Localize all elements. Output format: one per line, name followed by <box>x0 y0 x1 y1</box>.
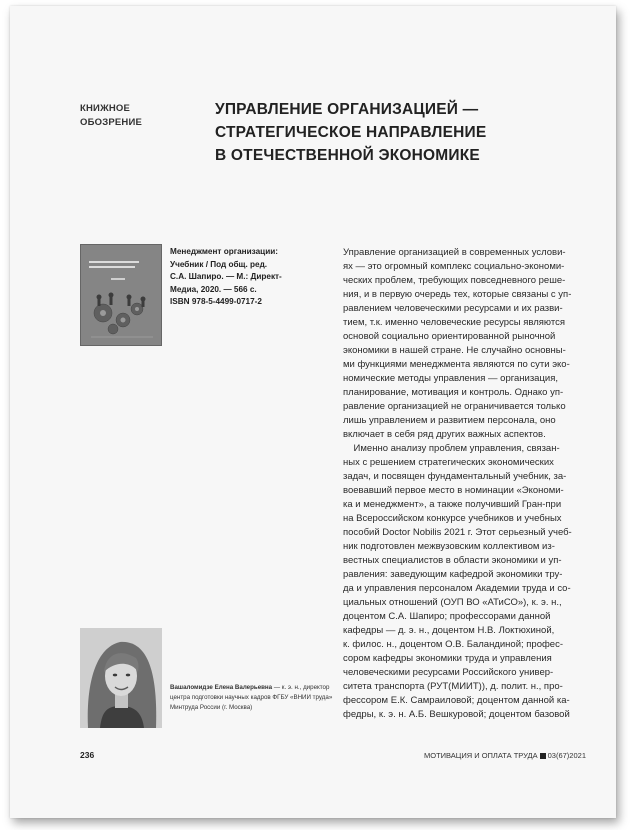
body-text-line: циальных отношений (ОУП ВО «АТиСО»), к. э. н., <box>343 597 562 608</box>
author-photo <box>80 628 162 728</box>
body-text-line: да и управления персоналом Академии труда и со- <box>343 583 571 594</box>
body-text-line: задач, и посвящен фундаментальный учебник, за- <box>343 471 567 482</box>
body-text-line: ник подготовлен межвузовским коллективом из- <box>343 541 555 552</box>
body-text-line: лишь управлением и развитием персонала, оно <box>343 415 556 426</box>
body-text-line: равление организацией не ограничивается только <box>343 401 566 412</box>
body-text-line: федры, к. э. н. А.Б. Вешкуровой; доцентом базовой <box>343 709 570 720</box>
article-body <box>343 246 593 722</box>
body-text-line: пособий Doctor Nobilis 2021 г. Этот серьезный учеб- <box>343 527 572 538</box>
body-text-line: тием, т.к. именно человеческие ресурсы являются <box>343 317 565 328</box>
body-text-line: воевавший первое место в номинации «Экономи- <box>343 485 564 496</box>
author-portrait-icon <box>80 628 162 728</box>
author-bio-line: Минтруда России (г. Москва) <box>170 704 253 711</box>
section-tag <box>80 102 142 130</box>
body-text-line: ми функциями менеджмента являются по сути эко- <box>343 359 570 370</box>
book-cover-image <box>80 244 162 346</box>
journal-footer <box>424 751 586 760</box>
body-text-line: доцентом С.А. Шапиро; профессорами данной <box>343 611 551 622</box>
book-reference-line: Учебник / Под общ. ред. <box>170 259 268 269</box>
body-text-line: фессором Е.К. Самраиловой; доцентом данной ка- <box>343 695 570 706</box>
body-text-line: человеческими ресурсами Российского универ- <box>343 667 554 678</box>
body-text-line: планирование, мотивация и контроль. Однако уп- <box>343 387 564 398</box>
body-text-line: ния, и в первую очередь тех, которые связаны с уп- <box>343 289 572 300</box>
gears-illustration-icon <box>81 245 162 346</box>
book-reference-line: С.А. Шапиро. — М.: Директ- <box>170 272 282 281</box>
square-bullet-icon <box>540 753 546 759</box>
journal-issue: 03(67)2021 <box>547 751 586 760</box>
section-tag-line: КНИЖНОЕ <box>80 103 131 114</box>
body-text-line: Именно анализу проблем управления, связан- <box>343 443 560 454</box>
body-text-line: ях — это огромный комплекс социально-экономи- <box>343 261 565 272</box>
body-text-line: Управление организацией в современных услови- <box>343 247 566 258</box>
author-bio-line <box>170 683 335 693</box>
book-reference-line: Менеджмент организации: <box>170 247 279 256</box>
author-bio <box>170 683 335 713</box>
title-line: УПРАВЛЕНИЕ ОРГАНИЗАЦИЕЙ — <box>215 101 479 118</box>
article-title <box>215 98 595 167</box>
book-reference-line: ISBN 978-5-4499-0717-2 <box>170 297 262 306</box>
body-text-line: ных с решением стратегических экономических <box>343 457 554 468</box>
body-text-line: на Всероссийском конкурсе учебников и учебных <box>343 513 562 524</box>
body-text-line: сором кафедры экономики труда и управления <box>343 653 552 664</box>
title-line: СТРАТЕГИЧЕСКОЕ НАПРАВЛЕНИЕ <box>215 124 487 141</box>
author-degree: — к. э. н., директор <box>272 684 330 691</box>
body-text-line: включает в себя ряд других важных аспектов. <box>343 429 546 440</box>
body-text-line: экономики в нашей стране. Не случайно основны- <box>343 345 566 356</box>
body-text-line: вестных специалистов в области экономики и уп- <box>343 555 562 566</box>
journal-page <box>10 6 616 818</box>
body-text-line: ка и менеджмент», а также получивший Гран-при <box>343 499 562 510</box>
body-text-line: ситета транспорта (РУТ(МИИТ)), д. полит. н., про- <box>343 681 563 692</box>
title-line: В ОТЕЧЕСТВЕННОЙ ЭКОНОМИКЕ <box>215 147 480 164</box>
page-number: 236 <box>80 750 95 760</box>
book-reference <box>170 246 310 309</box>
section-tag-line: ОБОЗРЕНИЕ <box>80 117 143 128</box>
body-text-line: равления: заведующим кафедрой экономики тру- <box>343 569 563 580</box>
body-text-line: ческих проблем, требующих повседневного реше- <box>343 275 566 286</box>
book-reference-line: Медиа, 2020. — 566 с. <box>170 284 257 294</box>
author-bio-line: центра подготовки научных кадров ФГБУ «ВНИИ труда» <box>170 694 333 701</box>
author-name: Вашаломидзе Елена Валерьевна <box>170 684 273 691</box>
body-text-line: номические методы управления — организация, <box>343 373 558 384</box>
journal-name: МОТИВАЦИЯ И ОПЛАТА ТРУДА <box>423 751 538 760</box>
body-text-line: равлением человеческими ресурсами и их разви- <box>343 303 563 314</box>
body-text-line: к. филос. н., доцентом О.В. Баландиной; профес- <box>343 639 563 650</box>
body-text-line: основой социально ориентированной рыночной <box>343 331 556 342</box>
body-text-line: кафедры — д. э. н., доцентом Н.В. Локтюхиной, <box>343 625 555 636</box>
